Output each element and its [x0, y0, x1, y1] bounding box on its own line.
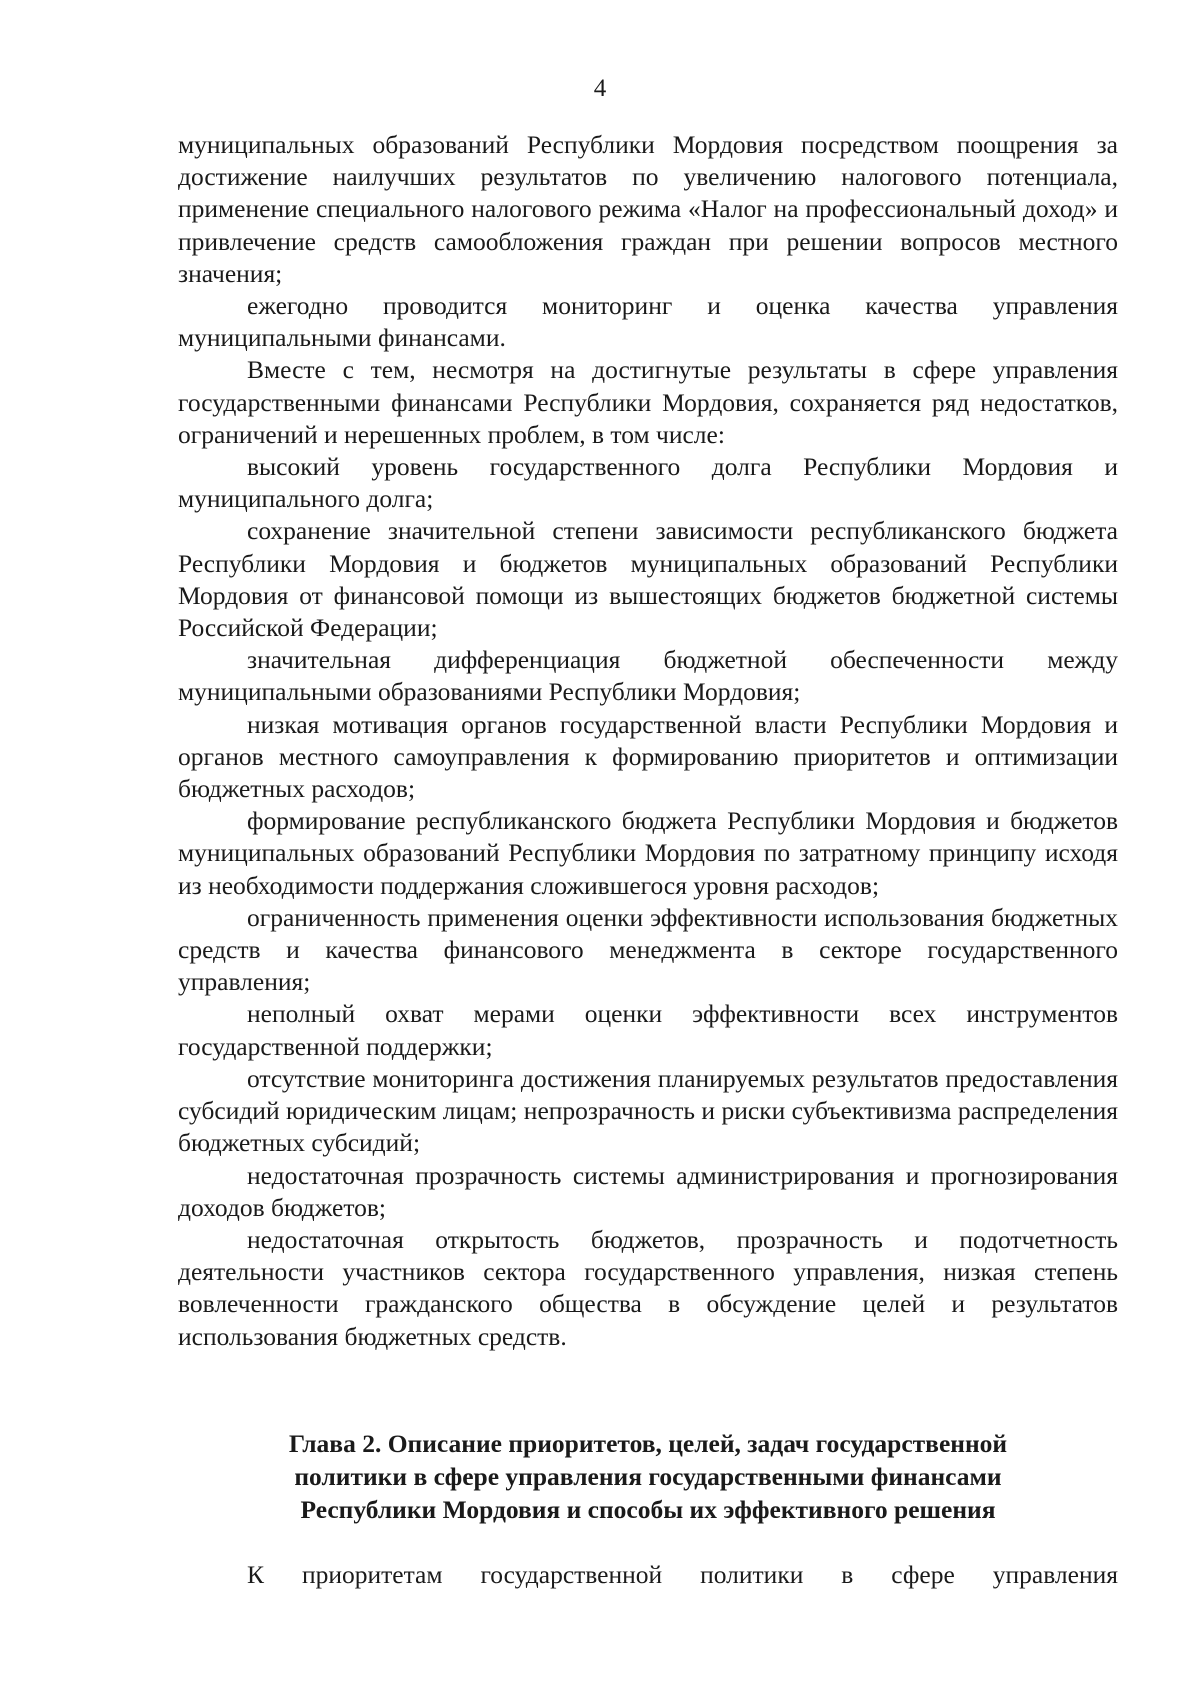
list-item-problem: высокий уровень государственного долга Республики Мордовия и муниципального долга; — [178, 452, 1118, 514]
paragraph-continuation: муниципальных образований Республики Мордовия посредством поощрения за достижение наилучших результатов по увеличению налогового потенциала, применение специального налогового режима «Налог на профессиональный доход» и привлечение средств самообложения граждан при решении вопросов местного значения; — [178, 130, 1118, 288]
paragraph: ежегодно проводится мониторинг и оценка качества управления муниципальными финансами. — [178, 291, 1118, 353]
list-item-problem: формирование республиканского бюджета Республики Мордовия и бюджетов муниципальных образований Республики Мордовия по затратному принципу исходя из необходимости поддержания сложившегося уровня расходов; — [178, 806, 1118, 900]
paragraph-chapter-start: К приоритетам государственной политики в сфере управления — [247, 1560, 1118, 1589]
list-item-problem: недостаточная прозрачность системы администрирования и прогнозирования доходов бюджетов; — [178, 1160, 1118, 1222]
chapter-heading-line: политики в сфере управления государственными финансами — [294, 1462, 1002, 1491]
list-item-problem: недостаточная открытость бюджетов, прозрачность и подотчетность деятельности участников сектора государственного управления, низкая степень вовлеченности гражданского общества в обсуждение целей и результатов использования бюджетных средств. — [178, 1224, 1118, 1351]
list-item-problem: ограниченность применения оценки эффективности использования бюджетных средств и качества финансового менеджмента в секторе государственного управления; — [178, 902, 1118, 997]
paragraph: Вместе с тем, несмотря на достигнутые результаты в сфере управления государственными финансами Республики Мордовия, сохраняется ряд недостатков, ограничений и нерешенных проблем, в том числе: — [178, 355, 1118, 449]
chapter-heading-line: Глава 2. Описание приоритетов, целей, задач государственной — [288, 1429, 1008, 1458]
chapter-heading — [178, 1427, 1118, 1526]
body-text — [178, 129, 1118, 1353]
list-item-problem: сохранение значительной степени зависимости республиканского бюджета Республики Мордовия и бюджетов муниципальных образований Республики Мордовия от финансовой помощи из вышестоящих бюджетов бюджетной системы Российской Федерации; — [178, 516, 1118, 643]
chapter-heading-line: Республики Мордовия и способы их эффективного решения — [300, 1495, 996, 1524]
list-item-problem: отсутствие мониторинга достижения планируемых результатов предоставления субсидий юридическим лицам; непрозрачность и риски субъективизма распределения бюджетных субсидий; — [178, 1063, 1118, 1158]
list-item-problem: неполный охват мерами оценки эффективности всех инструментов государственной поддержки; — [178, 999, 1118, 1061]
list-item-problem: низкая мотивация органов государственной власти Республики Мордовия и органов местного самоуправления к формированию приоритетов и оптимизации бюджетных расходов; — [178, 709, 1118, 804]
page-number: 4 — [593, 75, 607, 102]
list-item-problem: значительная дифференциация бюджетной обеспеченности между муниципальными образованиями Республики Мордовия; — [178, 645, 1118, 707]
